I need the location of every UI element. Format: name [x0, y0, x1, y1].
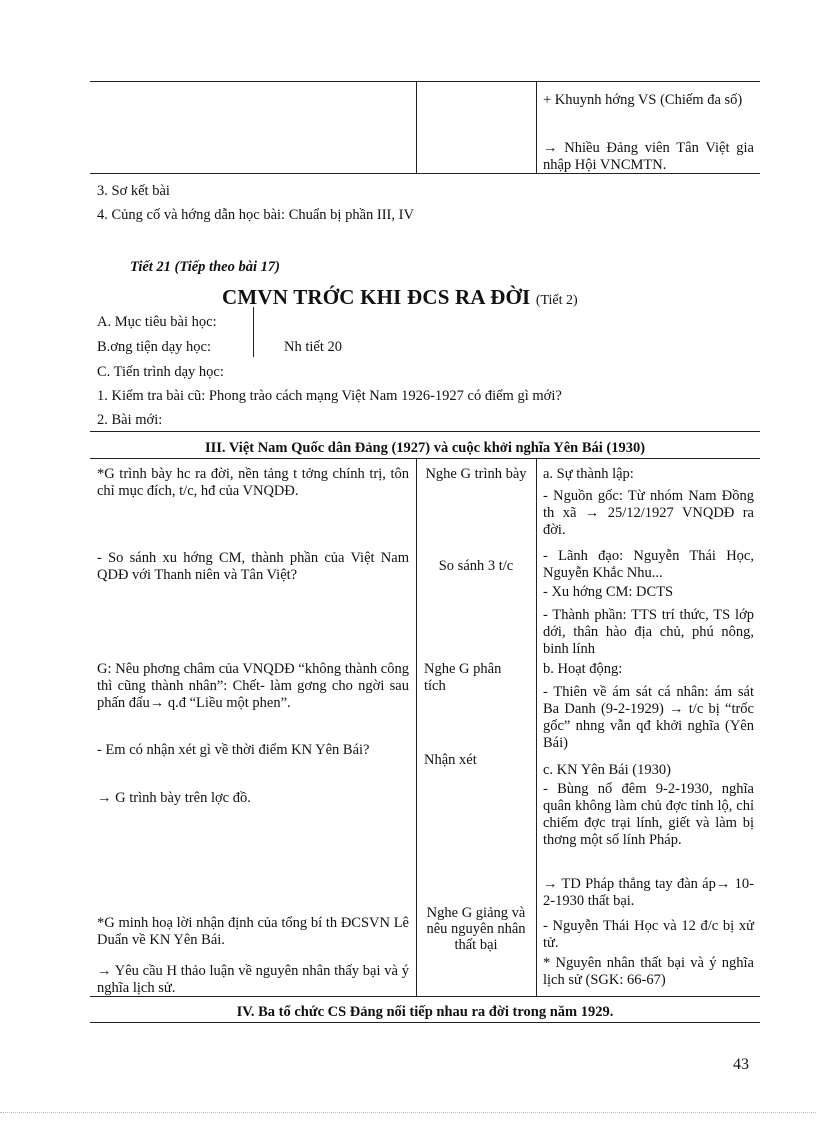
col3-leaders: - Lãnh đạo: Nguyễn Thái Học, Nguyễn Khắc Nhu...	[543, 548, 754, 581]
objectives-label: A. Mục tiêu bài học:	[97, 314, 217, 330]
col1-compare: - So sánh xu hớng CM, thành phần của Việt Nam QDĐ với Thanh niên và Tân Việt?	[97, 550, 409, 583]
col1-motto: G: Nêu phơng châm của VNQDĐ “không thành công thì cũng thành nhân”: Chết- làm gơng cho ngời sau phấn đấu→ q.đ “Liều một phen”.	[97, 661, 409, 711]
col2-compare: So sánh 3 t/c	[438, 558, 514, 574]
col2-remark: Nhận xét	[424, 752, 477, 768]
step-consolidation: 4. Củng cố và hớng dẫn học bài: Chuẩn bị phần III, IV	[97, 207, 414, 223]
section3-divider-2	[536, 458, 537, 996]
review-question: 1. Kiểm tra bài cũ: Phong trào cách mạng Việt Nam 1926-1927 có điểm gì mới?	[97, 388, 562, 404]
col3-founding: a. Sự thành lập:	[543, 466, 634, 482]
top-table-divider-1	[416, 81, 417, 173]
col3-execution: - Nguyễn Thái Học và 12 đ/c bị xử tử.	[543, 918, 754, 951]
section4-bottom-border	[90, 1022, 760, 1023]
lesson-title-suffix: (Tiết 2)	[535, 293, 578, 308]
section3-heading: III. Việt Nam Quốc dân Đảng (1927) và cuộc khởi nghĩa Yên Bái (1930)	[204, 440, 646, 456]
section3-divider-1	[416, 458, 417, 996]
col2-lecture: Nghe G giảng và nêu nguyên nhân thất bại	[426, 905, 526, 953]
col3-members: - Thành phần: TTS trí thức, TS lớp dới, thân hào địa chủ, phú nông, binh lính	[543, 607, 754, 657]
same-as-note: Nh tiết 20	[284, 339, 342, 355]
process-label: C. Tiến trình dạy học:	[97, 364, 224, 380]
col3-tendency: - Xu hớng CM: DCTS	[543, 584, 674, 600]
lesson-title-text: CMVN TRỚC KHI ĐCS RA ĐỜI	[222, 285, 531, 309]
col3-uprising-events: - Bùng nổ đêm 9-2-1930, nghĩa quân không làm chủ đợc tỉnh lộ, chỉ chiếm đợc trại lính, giết và làm bị thơng một số lính Pháp.	[543, 781, 754, 848]
top-table-divider-2	[536, 81, 537, 173]
top-table-top-border	[90, 81, 760, 82]
section3-top-border	[90, 431, 760, 432]
col2-listen: Nghe G trình bày	[425, 466, 527, 482]
section4-heading: IV. Ba tổ chức CS Đảng nối tiếp nhau ra đời trong năm 1929.	[236, 1004, 614, 1020]
period-label: Tiết 21 (Tiếp theo bài 17)	[130, 259, 280, 275]
col1-map: → G trình bày trên lợc đồ.	[97, 790, 251, 806]
top-table-col3-item-1: + Khuynh hớng VS (Chiếm đa số)	[543, 92, 743, 108]
col1-discuss: → Yêu cầu H thảo luận về nguyên nhân thấy bại và ý nghĩa lịch sử.	[97, 963, 409, 996]
brace-line	[253, 307, 254, 357]
section3-header-bottom	[90, 458, 760, 459]
col3-origin: - Nguồn gốc: Từ nhóm Nam Đồng th xã → 25/12/1927 VNQDĐ ra đời.	[543, 488, 754, 538]
col1-illustrate: *G minh hoạ lời nhận định của tổng bí th ĐCSVN Lê Duẩn về KN Yên Bái.	[97, 915, 409, 948]
col2-analysis: Nghe G phân tích	[424, 661, 502, 694]
col1-intro: *G trình bày hc ra đời, nền tảng t tởng chính trị, tôn chỉ mục đích, t/c, hđ của VNQDĐ.	[97, 466, 409, 499]
new-lesson-label: 2. Bài mới:	[97, 412, 163, 428]
col3-uprising-title: c. KN Yên Bái (1930)	[543, 762, 671, 778]
step-summary: 3. Sơ kết bài	[97, 183, 170, 199]
col3-assassination: - Thiên về ám sát cá nhân: ám sát Ba Danh (9-2-1929) → t/c bị “trốc gốc” nhng vẫn qđ khởi nghĩa (Yên Bái)	[543, 684, 754, 751]
top-table-col3-item-2: → Nhiều Đảng viên Tân Việt gia nhập Hội VNCMTN.	[543, 140, 754, 173]
lesson-title	[222, 285, 578, 313]
col1-remark: - Em có nhận xét gì về thời điểm KN Yên Bái?	[97, 742, 370, 758]
page-number: 43	[733, 1056, 749, 1073]
page-edge-dots	[0, 1112, 816, 1113]
means-label: B.ơng tiện dạy học:	[97, 339, 211, 355]
col3-activities: b. Hoạt động:	[543, 661, 623, 677]
col3-cause: * Nguyên nhân thất bại và ý nghĩa lịch sử (SGK: 66-67)	[543, 955, 754, 988]
col3-suppression: → TD Pháp thẳng tay đàn áp→ 10-2-1930 thất bại.	[543, 876, 754, 909]
